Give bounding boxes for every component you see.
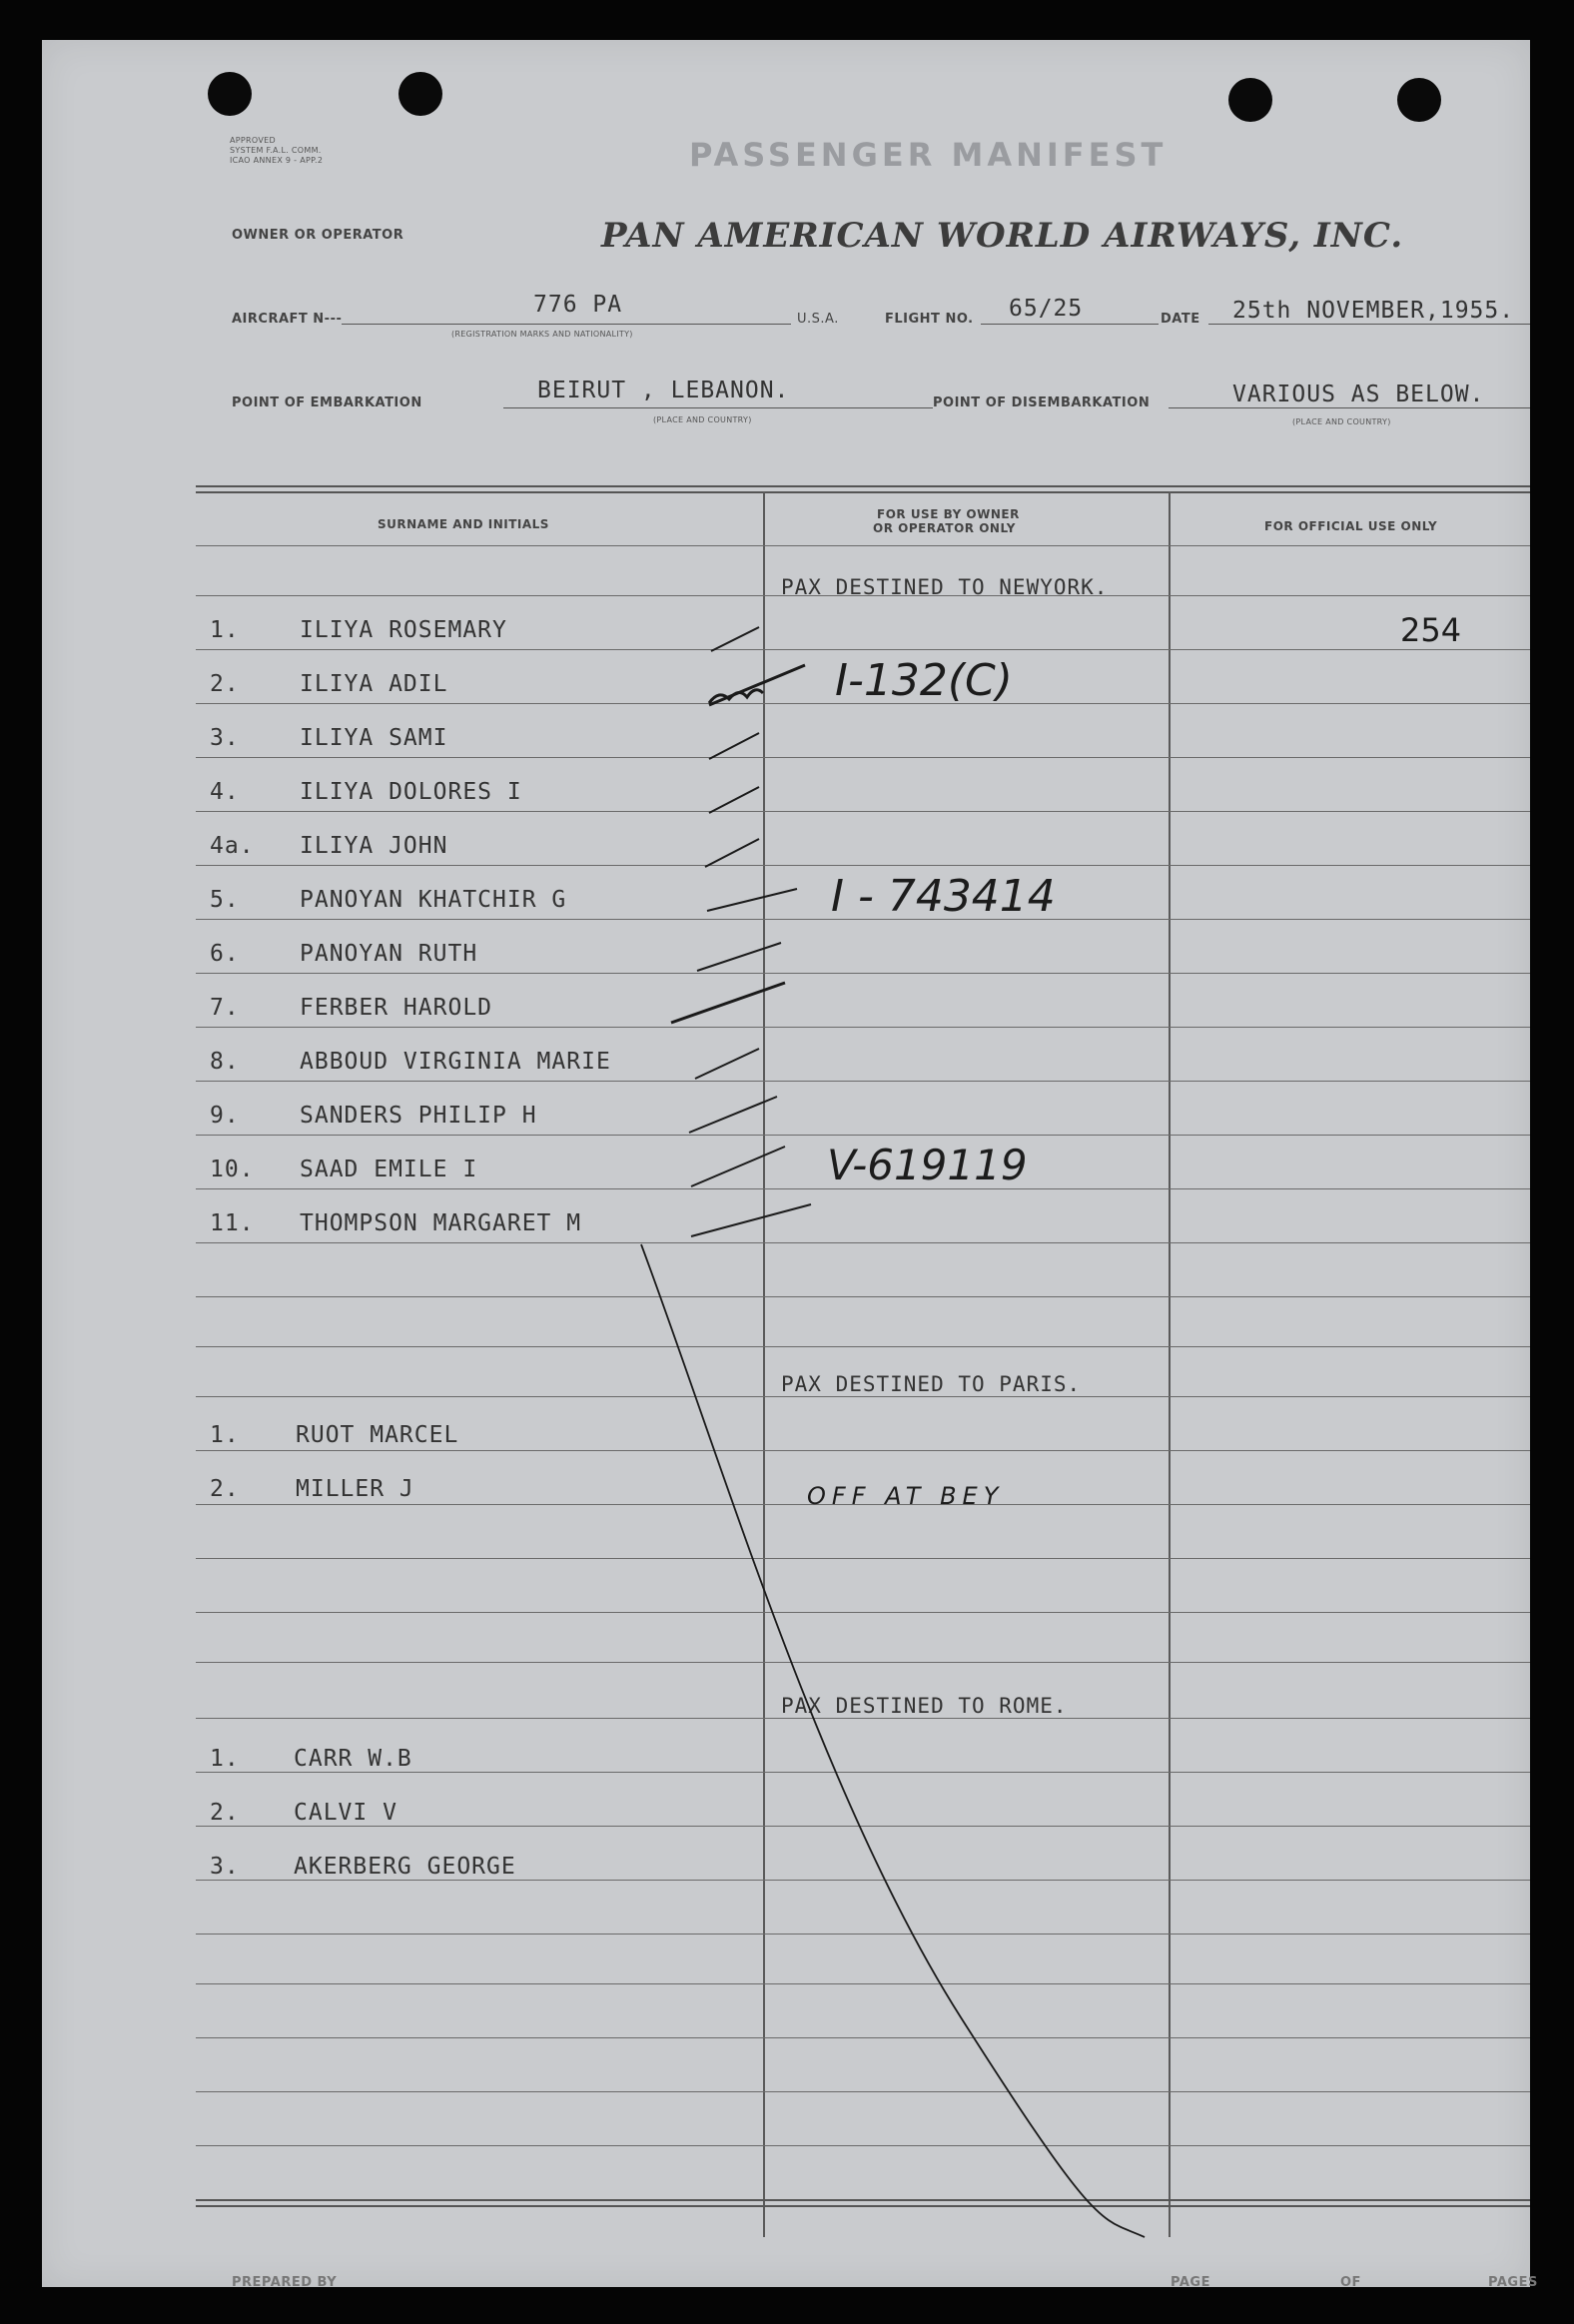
passenger-number: 4. [210, 779, 240, 805]
passenger-number: 10. [210, 1157, 255, 1182]
passenger-number: 2. [210, 671, 240, 697]
passenger-number: 1. [210, 1422, 240, 1448]
passenger-name: SANDERS PHILIP H [300, 1103, 537, 1129]
passenger-name: ILIYA DOLORES I [300, 779, 522, 805]
footer-prepared: PREPARED BY [232, 2275, 338, 2290]
passenger-name: THOMPSON MARGARET M [300, 1210, 582, 1236]
passenger-name: PANOYAN KHATCHIR G [300, 887, 567, 913]
passenger-name: CARR W.B [294, 1746, 412, 1772]
operator-name: PAN AMERICAN WORLD AIRWAYS, INC. [601, 216, 1404, 256]
col-header-owner: OR OPERATOR ONLY [873, 521, 1016, 535]
disembark-label: POINT OF DISEMBARKATION [933, 395, 1151, 410]
passenger-name: CALVI V [294, 1800, 397, 1826]
check-mark [695, 1049, 759, 1079]
passenger-number: 2. [210, 1476, 240, 1502]
passenger-number: 8. [210, 1049, 240, 1075]
passenger-number: 2. [210, 1800, 240, 1826]
passenger-name: ABBOUD VIRGINIA MARIE [300, 1049, 611, 1075]
embark-note: (PLACE AND COUNTRY) [653, 415, 752, 424]
passenger-number: 9. [210, 1103, 240, 1129]
passenger-name: ILIYA ADIL [300, 671, 448, 697]
handwritten-note: OFF AT BEY [807, 1482, 1005, 1510]
passenger-number: 4a. [210, 833, 255, 859]
passenger-number: 3. [210, 1854, 240, 1880]
col-header-official: FOR OFFICIAL USE ONLY [1264, 519, 1438, 533]
check-mark [705, 839, 759, 867]
passenger-name: AKERBERG GEORGE [294, 1854, 516, 1880]
pen-marks [42, 40, 1530, 2287]
embark-label: POINT OF EMBARKATION [232, 395, 422, 410]
check-mark [689, 1097, 777, 1133]
check-mark [709, 787, 759, 813]
flight-label: FLIGHT NO. [885, 312, 974, 327]
date-label: DATE [1161, 312, 1200, 327]
passenger-number: 1. [210, 617, 240, 643]
passenger-number: 11. [210, 1210, 255, 1236]
passenger-name: ILIYA JOHN [300, 833, 448, 859]
footer-of: OF [1340, 2275, 1361, 2290]
check-mark [711, 627, 759, 651]
official-number: 254 [1400, 611, 1462, 649]
group-heading: PAX DESTINED TO ROME. [781, 1694, 1068, 1718]
group-heading: PAX DESTINED TO NEWYORK. [781, 575, 1109, 599]
check-mark [671, 983, 785, 1023]
passenger-number: 1. [210, 1746, 240, 1772]
col-header-surname: SURNAME AND INITIALS [378, 517, 549, 531]
approval-line: ICAO ANNEX 9 - APP.2 [230, 156, 324, 165]
passenger-number: 3. [210, 725, 240, 751]
approval-line: SYSTEM F.A.L. COMM. [230, 146, 322, 155]
passenger-name: MILLER J [296, 1476, 414, 1502]
aircraft-value: 776 PA [533, 292, 623, 318]
passenger-name: FERBER HAROLD [300, 995, 493, 1021]
check-mark [707, 889, 797, 911]
date-value: 25th NOVEMBER,1955. [1232, 298, 1515, 324]
check-mark [691, 1204, 811, 1236]
passenger-name: RUOT MARCEL [296, 1422, 459, 1448]
passenger-name: ILIYA SAMI [300, 725, 448, 751]
disembark-note: (PLACE AND COUNTRY) [1292, 417, 1391, 426]
check-mark [709, 733, 759, 759]
owner-label: OWNER OR OPERATOR [232, 228, 404, 243]
manifest-sheet [42, 40, 1538, 2290]
passenger-number: 5. [210, 887, 240, 913]
footer-pages: PAGES [1488, 2275, 1538, 2290]
handwritten-note: I - 743414 [831, 871, 1056, 922]
col-header-owner: FOR USE BY OWNER [877, 507, 1020, 521]
approval-line: APPROVED [230, 136, 276, 145]
passenger-name: PANOYAN RUTH [300, 941, 478, 967]
passenger-name: ILIYA ROSEMARY [300, 617, 507, 643]
check-mark [697, 943, 781, 971]
country-label: U.S.A. [797, 312, 839, 327]
embark-value: BEIRUT , LEBANON. [537, 378, 790, 403]
registration-note: (REGISTRATION MARKS AND NATIONALITY) [451, 330, 633, 339]
aircraft-label: AIRCRAFT N--- [232, 312, 343, 327]
passenger-number: 6. [210, 941, 240, 967]
page-title: PASSENGER MANIFEST [689, 136, 1168, 174]
check-mark [691, 1147, 785, 1186]
strike-through-line [641, 1244, 1145, 2237]
footer-page: PAGE [1171, 2275, 1210, 2290]
passenger-number: 7. [210, 995, 240, 1021]
handwritten-note: I-132(C) [835, 655, 1013, 706]
flight-value: 65/25 [1009, 296, 1084, 322]
disembark-value: VARIOUS AS BELOW. [1232, 382, 1485, 407]
group-heading: PAX DESTINED TO PARIS. [781, 1372, 1082, 1396]
handwritten-note: V-619119 [827, 1141, 1028, 1189]
check-mark [709, 665, 805, 705]
passenger-name: SAAD EMILE I [300, 1157, 478, 1182]
